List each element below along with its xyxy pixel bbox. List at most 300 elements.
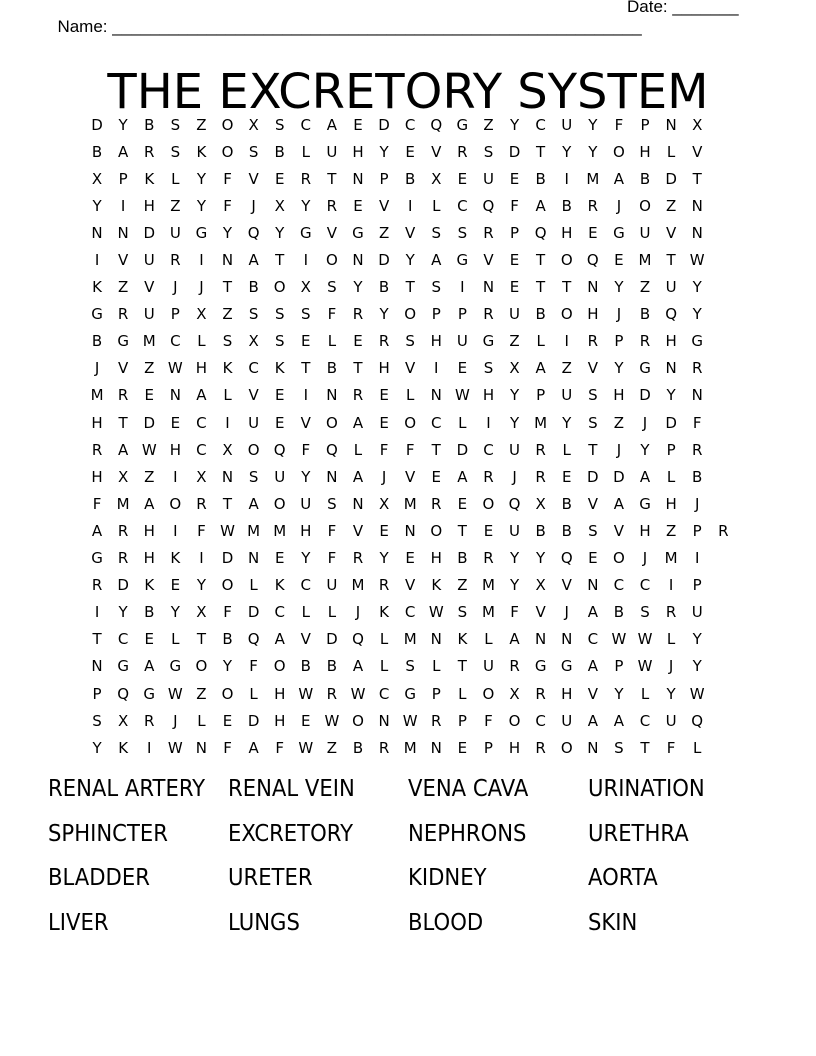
grid-letter: Q bbox=[247, 630, 260, 649]
grid-letter: P bbox=[431, 684, 441, 703]
grid-letter: I bbox=[120, 196, 126, 215]
word-bank-item: BLOOD bbox=[408, 909, 484, 936]
grid-letter: C bbox=[535, 115, 546, 134]
grid-letter: Q bbox=[352, 630, 364, 649]
grid-letter: X bbox=[222, 440, 233, 459]
grid-letter: C bbox=[483, 440, 494, 459]
grid-letter: N bbox=[326, 467, 338, 486]
word-bank-item: SKIN bbox=[588, 909, 638, 936]
grid-letter: E bbox=[170, 413, 181, 432]
grid-letter: U bbox=[326, 142, 338, 161]
grid-letter: J bbox=[616, 440, 622, 459]
grid-letter: Q bbox=[665, 305, 678, 324]
grid-letter: B bbox=[91, 142, 103, 161]
grid-letter: C bbox=[404, 115, 416, 134]
grid-letter: P bbox=[379, 169, 389, 188]
grid-letter: B bbox=[457, 549, 468, 568]
grid-letter: Y bbox=[536, 549, 546, 568]
grid-letter: J bbox=[668, 657, 674, 676]
grid-letter: Y bbox=[379, 549, 389, 568]
grid-letter: Y bbox=[379, 305, 389, 324]
grid-letter: Y bbox=[301, 196, 311, 215]
grid-letter: J bbox=[616, 305, 622, 324]
grid-letter: Y bbox=[222, 657, 233, 676]
grid-letter: G bbox=[169, 657, 182, 676]
grid-letter: C bbox=[196, 440, 207, 459]
grid-letter: J bbox=[694, 494, 700, 513]
grid-letter: O bbox=[195, 657, 208, 676]
grid-letter: B bbox=[561, 521, 572, 540]
grid-letter: D bbox=[378, 115, 390, 134]
grid-letter: A bbox=[144, 494, 155, 513]
grid-letter: M bbox=[351, 576, 365, 595]
grid-letter: I bbox=[460, 278, 465, 297]
grid-letter: A bbox=[118, 142, 129, 161]
grid-letter: U bbox=[665, 711, 677, 730]
grid-letter: K bbox=[222, 359, 233, 378]
grid-letter: B bbox=[535, 305, 546, 324]
grid-row bbox=[84, 328, 736, 355]
grid-letter: T bbox=[536, 251, 546, 270]
grid-row bbox=[84, 707, 736, 734]
grid-letter: F bbox=[510, 196, 519, 215]
grid-letter: N bbox=[91, 657, 103, 676]
grid-letter: Y bbox=[509, 115, 520, 134]
grid-letter: N bbox=[352, 494, 364, 513]
grid-letter: N bbox=[691, 386, 703, 405]
grid-letter: A bbox=[248, 738, 259, 757]
grid-letter: L bbox=[249, 684, 258, 703]
grid-letter: B bbox=[144, 603, 155, 622]
grid-letter: F bbox=[405, 440, 415, 459]
header-line bbox=[48, 0, 739, 57]
grid-letter: H bbox=[639, 142, 651, 161]
grid-letter: V bbox=[326, 223, 338, 242]
grid-letter: R bbox=[718, 521, 729, 540]
grid-letter: W bbox=[220, 521, 235, 540]
grid-letter: F bbox=[327, 549, 337, 568]
grid-letter: Z bbox=[483, 115, 494, 134]
grid-letter: U bbox=[143, 305, 155, 324]
grid-letter: M bbox=[664, 549, 678, 568]
grid-letter: B bbox=[535, 521, 546, 540]
grid-row bbox=[84, 626, 736, 653]
grid-letter: E bbox=[353, 332, 363, 351]
grid-letter: C bbox=[378, 684, 390, 703]
grid-letter: C bbox=[248, 359, 259, 378]
grid-letter: E bbox=[588, 223, 598, 242]
grid-letter: A bbox=[326, 115, 338, 134]
grid-letter: L bbox=[327, 332, 337, 351]
grid-letter: X bbox=[196, 467, 207, 486]
grid-letter: R bbox=[665, 603, 677, 622]
grid-letter: M bbox=[481, 576, 495, 595]
grid-letter: R bbox=[431, 494, 442, 513]
grid-letter: S bbox=[327, 278, 337, 297]
grid-letter: L bbox=[484, 630, 493, 649]
grid-letter: K bbox=[170, 549, 181, 568]
grid-letter: R bbox=[352, 549, 364, 568]
grid-letter: S bbox=[614, 738, 624, 757]
date-field-label: Date: _______ bbox=[627, 0, 739, 16]
grid-letter: R bbox=[457, 142, 468, 161]
grid-letter: E bbox=[274, 386, 285, 405]
grid-letter: A bbox=[535, 359, 546, 378]
grid-letter: L bbox=[666, 467, 676, 486]
grid-letter: Y bbox=[275, 223, 285, 242]
grid-letter: P bbox=[118, 169, 128, 188]
grid-letter: J bbox=[173, 711, 178, 730]
grid-letter: L bbox=[171, 630, 180, 649]
grid-letter: T bbox=[92, 630, 102, 649]
grid-letter: K bbox=[431, 576, 442, 595]
grid-letter: U bbox=[509, 440, 521, 459]
grid-letter: A bbox=[118, 440, 129, 459]
grid-row bbox=[84, 490, 736, 517]
grid-letter: B bbox=[639, 169, 651, 188]
grid-letter: E bbox=[614, 251, 624, 270]
grid-letter: O bbox=[613, 142, 625, 161]
grid-letter: R bbox=[170, 251, 181, 270]
grid-letter: B bbox=[248, 278, 259, 297]
grid-letter: H bbox=[169, 440, 181, 459]
grid-letter: Q bbox=[430, 115, 443, 134]
grid-letter: U bbox=[326, 576, 338, 595]
grid-letter: Y bbox=[588, 142, 598, 161]
grid-letter: Z bbox=[561, 359, 572, 378]
grid-letter: U bbox=[482, 657, 494, 676]
grid-letter: Z bbox=[665, 196, 677, 215]
grid-letter: S bbox=[327, 494, 337, 513]
grid-letter: V bbox=[561, 576, 572, 595]
grid-letter: U bbox=[561, 711, 573, 730]
grid-letter: Y bbox=[92, 738, 102, 757]
grid-letter: S bbox=[92, 711, 102, 730]
grid-letter: M bbox=[90, 386, 104, 405]
grid-letter: B bbox=[300, 657, 311, 676]
grid-letter: V bbox=[405, 576, 416, 595]
grid-letter: N bbox=[352, 169, 364, 188]
grid-letter: Y bbox=[196, 169, 206, 188]
grid-letter: Y bbox=[509, 386, 520, 405]
grid-letter: N bbox=[482, 278, 495, 297]
grid-letter: H bbox=[665, 332, 677, 351]
grid-letter: H bbox=[665, 494, 677, 513]
grid-letter: J bbox=[355, 603, 361, 622]
word-bank-item: URETHRA bbox=[588, 820, 689, 847]
grid-letter: O bbox=[430, 521, 443, 540]
grid-letter: D bbox=[639, 386, 651, 405]
grid-letter: I bbox=[225, 413, 230, 432]
grid-row bbox=[84, 274, 736, 301]
grid-letter: U bbox=[169, 223, 181, 242]
grid-letter: H bbox=[195, 359, 208, 378]
grid-letter: N bbox=[691, 196, 703, 215]
grid-letter: B bbox=[561, 196, 572, 215]
grid-letter: Q bbox=[482, 196, 495, 215]
grid-letter: D bbox=[326, 630, 338, 649]
grid-letter: M bbox=[403, 738, 417, 757]
grid-letter: S bbox=[170, 142, 181, 161]
grid-letter: V bbox=[483, 251, 494, 270]
grid-letter: D bbox=[587, 467, 599, 486]
grid-letter: Z bbox=[196, 684, 207, 703]
grid-letter: S bbox=[431, 223, 442, 242]
grid-letter: X bbox=[118, 467, 129, 486]
grid-letter: P bbox=[170, 305, 180, 324]
grid-letter: Z bbox=[378, 223, 390, 242]
grid-letter: V bbox=[405, 223, 416, 242]
grid-letter: L bbox=[171, 169, 180, 188]
grid-letter: R bbox=[326, 684, 338, 703]
grid-letter: V bbox=[665, 223, 677, 242]
grid-letter: A bbox=[352, 657, 364, 676]
grid-row bbox=[84, 246, 736, 273]
grid-letter: Z bbox=[144, 467, 155, 486]
grid-letter: E bbox=[588, 549, 598, 568]
grid-letter: R bbox=[509, 657, 520, 676]
grid-letter: R bbox=[483, 305, 494, 324]
grid-letter: F bbox=[327, 521, 337, 540]
grid-letter: B bbox=[561, 494, 572, 513]
grid-letter: M bbox=[403, 630, 417, 649]
grid-letter: Y bbox=[92, 196, 102, 215]
grid-letter: F bbox=[484, 711, 493, 730]
grid-letter: C bbox=[613, 576, 625, 595]
grid-letter: T bbox=[692, 169, 702, 188]
grid-letter: W bbox=[141, 440, 157, 459]
grid-letter: Y bbox=[692, 278, 702, 297]
grid-letter: H bbox=[91, 413, 103, 432]
grid-letter: O bbox=[169, 494, 182, 513]
grid-letter: R bbox=[378, 576, 390, 595]
grid-letter: R bbox=[535, 467, 546, 486]
grid-letter: N bbox=[430, 386, 442, 405]
grid-letter: A bbox=[613, 711, 625, 730]
grid-letter: K bbox=[379, 603, 389, 622]
grid-letter: E bbox=[457, 359, 468, 378]
grid-letter: H bbox=[300, 521, 312, 540]
grid-letter: Z bbox=[457, 576, 468, 595]
grid-letter: F bbox=[223, 169, 232, 188]
grid-letter: O bbox=[482, 684, 495, 703]
grid-letter: S bbox=[248, 467, 259, 486]
grid-letter: L bbox=[379, 630, 389, 649]
grid-letter: H bbox=[274, 711, 286, 730]
grid-letter: L bbox=[666, 630, 676, 649]
grid-letter: F bbox=[223, 738, 232, 757]
grid-letter: E bbox=[457, 494, 468, 513]
grid-letter: B bbox=[639, 305, 651, 324]
grid-letter: S bbox=[588, 413, 598, 432]
grid-letter: Q bbox=[560, 549, 573, 568]
grid-letter: C bbox=[457, 196, 468, 215]
grid-row bbox=[84, 192, 736, 219]
grid-letter: J bbox=[616, 196, 622, 215]
grid-letter: E bbox=[509, 278, 520, 297]
grid-letter: T bbox=[431, 440, 441, 459]
grid-letter: A bbox=[613, 169, 625, 188]
grid-letter: S bbox=[431, 278, 442, 297]
grid-letter: I bbox=[199, 549, 204, 568]
grid-letter: I bbox=[173, 521, 178, 540]
grid-letter: T bbox=[353, 359, 363, 378]
grid-letter: V bbox=[405, 359, 416, 378]
grid-letter: H bbox=[587, 305, 599, 324]
grid-letter: E bbox=[222, 711, 233, 730]
grid-letter: J bbox=[512, 467, 517, 486]
grid-letter: F bbox=[275, 738, 285, 757]
grid-letter: R bbox=[326, 196, 338, 215]
grid-letter: Y bbox=[666, 684, 676, 703]
grid-letter: W bbox=[689, 251, 705, 270]
grid-letter: E bbox=[274, 413, 285, 432]
grid-letter: I bbox=[94, 603, 100, 622]
grid-letter: V bbox=[587, 684, 598, 703]
grid-letter: Y bbox=[118, 603, 128, 622]
grid-row bbox=[84, 219, 736, 246]
grid-letter: Y bbox=[614, 359, 624, 378]
grid-letter: C bbox=[639, 576, 651, 595]
grid-letter: A bbox=[91, 521, 103, 540]
grid-letter: O bbox=[560, 251, 573, 270]
grid-letter: I bbox=[434, 359, 439, 378]
grid-letter: Y bbox=[196, 196, 206, 215]
grid-letter: Z bbox=[639, 278, 651, 297]
grid-letter: N bbox=[221, 251, 234, 270]
grid-letter: U bbox=[691, 603, 703, 622]
grid-letter: C bbox=[274, 603, 285, 622]
grid-letter: Z bbox=[665, 521, 677, 540]
grid-letter: V bbox=[692, 142, 703, 161]
grid-letter: Y bbox=[118, 115, 128, 134]
grid-letter: Y bbox=[170, 603, 180, 622]
grid-letter: X bbox=[431, 169, 442, 188]
grid-letter: A bbox=[587, 603, 598, 622]
grid-letter: F bbox=[223, 196, 232, 215]
grid-letter: E bbox=[431, 467, 441, 486]
grid-letter: T bbox=[640, 738, 650, 757]
grid-letter: V bbox=[587, 494, 598, 513]
grid-letter: H bbox=[482, 386, 495, 405]
grid-letter: Y bbox=[562, 413, 572, 432]
grid-letter: T bbox=[666, 251, 676, 270]
grid-letter: R bbox=[535, 440, 546, 459]
grid-letter: L bbox=[197, 711, 206, 730]
grid-letter: N bbox=[378, 711, 390, 730]
grid-row bbox=[84, 138, 736, 165]
grid-letter: X bbox=[300, 278, 311, 297]
grid-letter: M bbox=[273, 521, 287, 540]
grid-letter: S bbox=[588, 521, 598, 540]
grid-letter: N bbox=[587, 278, 599, 297]
grid-letter: G bbox=[639, 494, 651, 513]
grid-letter: D bbox=[613, 467, 625, 486]
grid-letter: E bbox=[405, 549, 415, 568]
grid-letter: G bbox=[299, 223, 312, 242]
grid-letter: C bbox=[300, 115, 312, 134]
grid-letter: I bbox=[564, 332, 569, 351]
grid-letter: V bbox=[248, 169, 259, 188]
grid-letter: L bbox=[353, 440, 363, 459]
grid-letter: V bbox=[613, 521, 625, 540]
grid-letter: N bbox=[352, 251, 364, 270]
grid-letter: V bbox=[118, 359, 129, 378]
grid-letter: D bbox=[247, 603, 260, 622]
grid-letter: A bbox=[613, 494, 625, 513]
grid-letter: Y bbox=[379, 142, 389, 161]
grid-letter: L bbox=[536, 332, 545, 351]
grid-letter: W bbox=[637, 630, 653, 649]
grid-letter: X bbox=[248, 115, 259, 134]
grid-letter: Q bbox=[117, 684, 130, 703]
grid-letter: I bbox=[486, 413, 491, 432]
grid-letter: E bbox=[301, 332, 311, 351]
grid-letter: A bbox=[587, 711, 598, 730]
grid-letter: F bbox=[301, 440, 311, 459]
grid-letter: N bbox=[169, 386, 181, 405]
grid-letter: N bbox=[587, 738, 599, 757]
grid-row bbox=[84, 680, 736, 707]
grid-letter: U bbox=[561, 386, 573, 405]
grid-letter: L bbox=[458, 684, 467, 703]
grid-letter: Y bbox=[196, 576, 206, 595]
grid-letter: R bbox=[639, 332, 651, 351]
grid-letter: H bbox=[91, 467, 103, 486]
grid-row bbox=[84, 382, 736, 409]
grid-letter: G bbox=[691, 332, 704, 351]
grid-letter: B bbox=[326, 359, 338, 378]
grid-row bbox=[84, 734, 736, 761]
word-bank-item: EXCRETORY bbox=[228, 820, 354, 847]
grid-letter: E bbox=[457, 169, 468, 188]
grid-letter: G bbox=[456, 251, 469, 270]
grid-letter: F bbox=[614, 115, 624, 134]
grid-letter: U bbox=[509, 305, 521, 324]
grid-letter: Q bbox=[508, 494, 521, 513]
grid-letter: H bbox=[561, 223, 573, 242]
grid-letter: D bbox=[117, 576, 129, 595]
grid-letter: C bbox=[300, 576, 312, 595]
grid-letter: W bbox=[428, 603, 444, 622]
grid-letter: L bbox=[327, 603, 337, 622]
grid-letter: F bbox=[666, 738, 676, 757]
grid-letter: D bbox=[143, 223, 156, 242]
grid-letter: Z bbox=[222, 305, 233, 324]
grid-row bbox=[84, 409, 736, 436]
grid-letter: E bbox=[274, 169, 285, 188]
grid-letter: A bbox=[535, 196, 546, 215]
grid-letter: G bbox=[117, 657, 129, 676]
grid-letter: L bbox=[301, 142, 310, 161]
grid-letter: G bbox=[91, 549, 103, 568]
grid-letter: Z bbox=[170, 196, 181, 215]
grid-letter: B bbox=[326, 657, 338, 676]
grid-letter: N bbox=[221, 467, 234, 486]
grid-letter: H bbox=[561, 684, 573, 703]
grid-letter: K bbox=[144, 169, 155, 188]
grid-letter: I bbox=[694, 549, 700, 568]
grid-letter: P bbox=[431, 305, 441, 324]
grid-letter: M bbox=[403, 494, 417, 513]
grid-letter: J bbox=[199, 278, 204, 297]
grid-letter: O bbox=[247, 440, 260, 459]
grid-letter: G bbox=[404, 684, 416, 703]
grid-letter: R bbox=[587, 196, 599, 215]
grid-letter: F bbox=[197, 521, 206, 540]
grid-letter: X bbox=[378, 494, 390, 513]
grid-letter: X bbox=[274, 196, 285, 215]
